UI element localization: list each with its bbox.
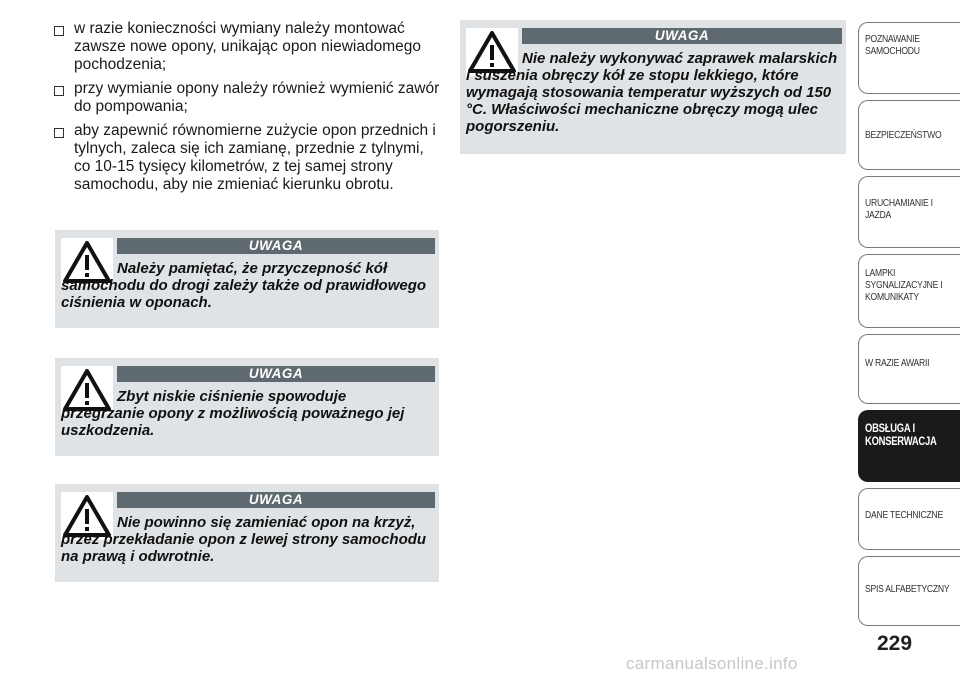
warning-heading: UWAGA — [117, 492, 435, 508]
tab-label: POZNAWANIE SAMOCHODU — [865, 33, 920, 57]
tab-uruchamianie-jazda[interactable] — [858, 176, 960, 248]
warning-text: Zbyt niskie ciśnienie spowoduje przegrzanie opony z możliwością poważnego jej uszkodzenia. — [61, 388, 405, 439]
tab-label: BEZPIECZEŃSTWO — [865, 129, 942, 141]
warning-heading: UWAGA — [522, 28, 842, 44]
warning-box-pressure — [55, 358, 439, 456]
checkbox-bullet-icon — [54, 128, 64, 138]
tab-label: LAMPKI SYGNALIZACYJNE I KOMUNIKATY — [865, 267, 943, 303]
warning-text: Nie powinno się zamieniać opon na krzyż, przez przekładanie opon z lewej strony samochodu na prawą i odwrotnie. — [61, 514, 427, 565]
warning-box-grip — [55, 230, 439, 328]
checkbox-bullet-icon — [54, 86, 64, 96]
tab-bezpieczenstwo[interactable] — [858, 100, 960, 170]
tab-lampki-sygnalizacyjne[interactable] — [858, 254, 960, 328]
warning-text: Należy pamiętać, że przyczepność kół samochodu do drogi zależy także od prawidłowego ciśnienia w oponach. — [61, 260, 427, 311]
tab-label: W RAZIE AWARII — [865, 357, 930, 369]
checkbox-bullet-icon — [54, 26, 64, 36]
page-number: 229 — [877, 632, 913, 655]
warning-heading: UWAGA — [117, 366, 435, 382]
tab-spis-alfabetyczny[interactable] — [858, 556, 960, 626]
list-item: w razie konieczności wymiany należy montować zawsze nowe opony, unikając opon niewiadomego pochodzenia; — [52, 20, 442, 74]
warning-box-rims — [460, 20, 846, 154]
warning-heading: UWAGA — [117, 238, 435, 254]
tab-label: OBSŁUGA I KONSERWACJA — [865, 423, 937, 448]
bullet-list — [52, 20, 442, 200]
list-item: przy wymianie opony należy również wymienić zawór do pompowania; — [52, 80, 442, 116]
warning-box-rotation — [55, 484, 439, 582]
tab-poznawanie-samochodu[interactable] — [858, 22, 960, 94]
warning-text: Nie należy wykonywać zaprawek malarskich i suszenia obręczy kół ze stopu lekkiego, które wymagają stosowania temperatur wyższych od 150 °C. Właściwości mechaniczne obręczy mogą ulec pogorszeniu. — [466, 50, 838, 135]
tab-w-razie-awarii[interactable] — [858, 334, 960, 404]
tab-label: DANE TECHNICZNE — [865, 509, 943, 521]
tab-label: URUCHAMIANIE I JAZDA — [865, 197, 933, 221]
list-item: aby zapewnić równomierne zużycie opon przednich i tylnych, zaleca się ich zamianę, przednie z tylnymi, co 10-15 tysięcy kilometrów, z tej samej strony samochodu, aby nie zmieniać kierunku obrotu. — [52, 122, 442, 194]
tab-obsluga-konserwacja[interactable] — [858, 410, 960, 482]
watermark: carmanualsonline.info — [626, 654, 798, 673]
tab-label: SPIS ALFABETYCZNY — [865, 583, 950, 595]
tab-dane-techniczne[interactable] — [858, 488, 960, 550]
